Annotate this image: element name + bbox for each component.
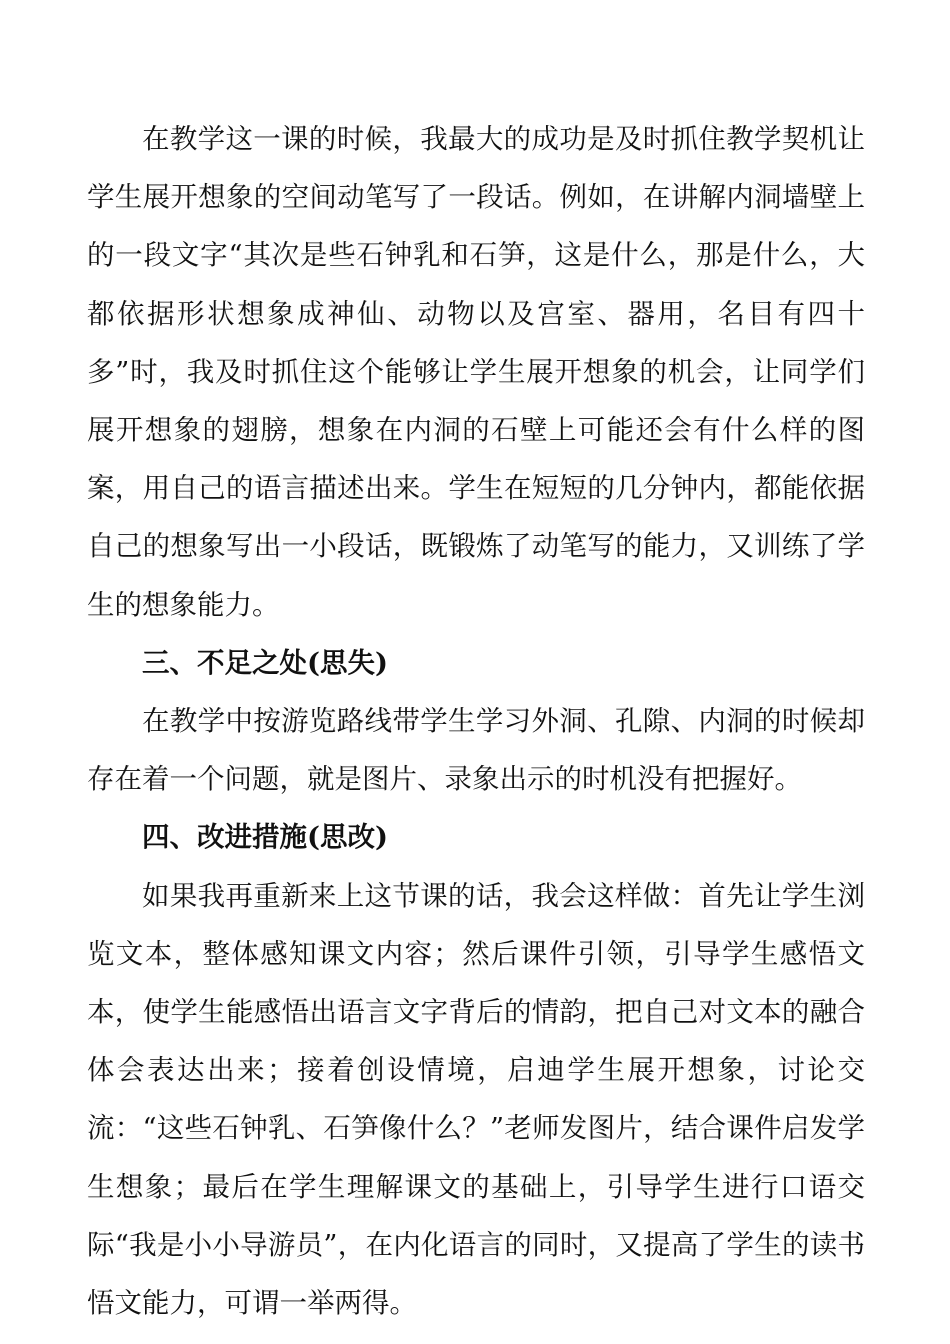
- section-heading-improvements: 四、改进措施(思改): [142, 821, 389, 854]
- paragraph-success: 在教学这一课的时候，我最大的成功是及时抓住教学契机让学生展开想象的空间动笔写了一段话。例如，在讲解内洞墙壁上的一段文字“其次是些石钟乳和石笋，这是什么，那是什么，大都依据形状想象成神仙、动物以及宫室、器用，名目有四十多”时，我及时抓住这个能够让学生展开想象的机会，让同学们展开想象的翅膀，想象在内洞的石壁上可能还会有什么样的图案，用自己的语言描述出来。学生在短短的几分钟内，都能依据自己的想象写出一小段话，既锻炼了动笔写的能力，又训练了学生的想象能力。: [87, 123, 865, 621]
- paragraph-improvements: 如果我再重新来上这节课的话，我会这样做：首先让学生浏览文本，整体感知课文内容；然后课件引领，引导学生感悟文本，使学生能感悟出语言文字背后的情韵，把自己对文本的融合体会表达出来；接着创设情境，启迪学生展开想象，讨论交流：“这些石钟乳、石笋像什么？”老师发图片，结合课件启发学生想象；最后在学生理解课文的基础上，引导学生进行口语交际“我是小小导游员”，在内化语言的同时，又提高了学生的读书悟文能力，可谓一举两得。: [87, 879, 865, 1320]
- section-heading-shortcomings: 三、不足之处(思失): [142, 646, 389, 679]
- document-page: [87, 110, 865, 1332]
- paragraph-shortcomings: 在教学中按游览路线带学生学习外洞、孔隙、内洞的时候却存在着一个问题，就是图片、录象出示的时机没有把握好。: [87, 705, 865, 796]
